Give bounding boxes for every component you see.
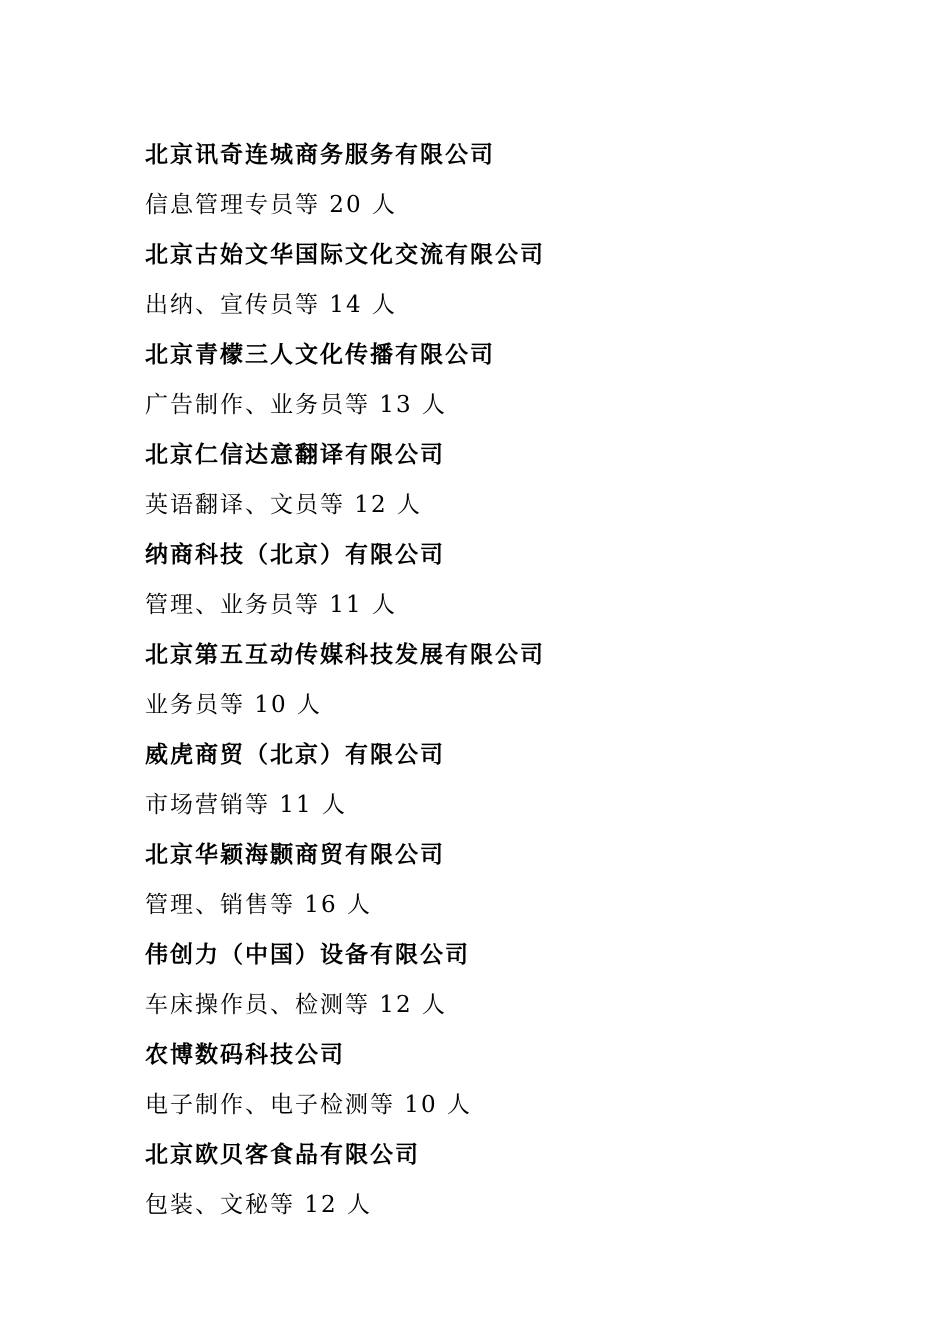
job-detail: 管理、业务员等 11 人	[145, 592, 397, 618]
list-item	[145, 130, 905, 230]
job-detail: 广告制作、业务员等 13 人	[145, 392, 447, 418]
list-item	[145, 930, 905, 1030]
list-item	[145, 530, 905, 630]
list-item	[145, 330, 905, 430]
job-detail: 英语翻译、文员等 12 人	[145, 492, 422, 518]
job-detail: 车床操作员、检测等 12 人	[145, 992, 447, 1018]
job-detail: 包装、文秘等 12 人	[145, 1192, 372, 1218]
company-name: 北京青檬三人文化传播有限公司	[145, 341, 495, 368]
company-name: 北京讯奇连城商务服务有限公司	[145, 141, 495, 168]
company-name: 北京古始文华国际文化交流有限公司	[145, 241, 545, 268]
company-name: 北京仁信达意翻译有限公司	[145, 441, 445, 468]
company-name: 北京华颖海颢商贸有限公司	[145, 841, 445, 868]
list-item	[145, 1030, 905, 1130]
company-name: 纳商科技（北京）有限公司	[145, 541, 445, 568]
job-detail: 出纳、宣传员等 14 人	[145, 292, 397, 318]
job-detail: 管理、销售等 16 人	[145, 892, 372, 918]
job-detail: 信息管理专员等 20 人	[145, 192, 397, 218]
list-item	[145, 430, 905, 530]
job-detail: 市场营销等 11 人	[145, 792, 347, 818]
list-item	[145, 830, 905, 930]
company-name: 北京第五互动传媒科技发展有限公司	[145, 641, 545, 668]
document-page	[145, 130, 905, 1230]
list-item	[145, 230, 905, 330]
company-name: 农博数码科技公司	[145, 1041, 345, 1068]
company-name: 威虎商贸（北京）有限公司	[145, 741, 445, 768]
list-item	[145, 730, 905, 830]
job-detail: 业务员等 10 人	[145, 692, 322, 718]
company-name: 北京欧贝客食品有限公司	[145, 1141, 420, 1168]
job-detail: 电子制作、电子检测等 10 人	[145, 1092, 472, 1118]
list-item	[145, 1130, 905, 1230]
company-name: 伟创力（中国）设备有限公司	[145, 941, 470, 968]
list-item	[145, 630, 905, 730]
